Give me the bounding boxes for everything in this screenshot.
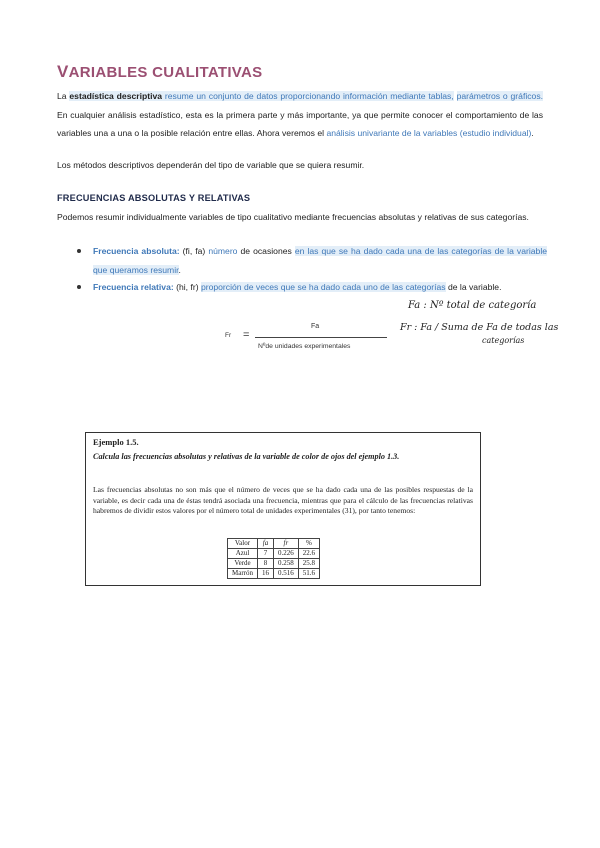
intro-paragraph: La estadística descriptiva resume un conjunto de datos proporcionando información mediante tablas, parámetros o gráficos. En cualquier análisis estadístico, esta es la primera parte y más importante, ya que permite conocer el comportamiento de las variables una a una o la posible relación entre ellas. Ahora veremos el análisis univariante de la variables (estudio individual). [57,91,543,138]
handwritten-note-1: Fa : Nº total de categoría [408,300,537,311]
table-row [228,549,320,559]
example-title: Ejemplo 1.5. [93,437,139,447]
table-cell: 7 [258,549,274,559]
bullet-dot [77,249,81,253]
page-title: VARIABLES CUALITATIVAS [57,62,263,81]
table-cell: 0.516 [274,569,299,579]
table-row [228,559,320,569]
formula-lhs: Fr [225,332,232,339]
col-header-fa: fa [258,539,274,549]
handwritten-note-2: Fr : Fa / Suma de Fa de todas las [400,322,559,333]
table-cell: Verde [228,559,258,569]
table-row [228,569,320,579]
relative-frequency-formula [225,320,390,354]
example-question: Calcula las frecuencias absolutas y relativas de la variable de color de ojos del ejemplo 1.3. [93,452,400,461]
table-cell: 0.258 [274,559,299,569]
table-cell: 0.226 [274,549,299,559]
table-header-row [228,539,320,549]
col-header-percent: % [298,539,319,549]
fraction-bar [255,337,387,338]
frequency-table [227,538,320,579]
col-header-valor: Valor [228,539,258,549]
table-cell: Azul [228,549,258,559]
bullet-dot [77,285,81,289]
section-lead: Podemos resumir individualmente variables de tipo cualitativo mediante frecuencias absolutas y relativas de sus categorías. [57,212,529,222]
formula-denominator: Nºde unidades experimentales [258,343,351,350]
intro-paragraph-2: Los métodos descriptivos dependerán del tipo de variable que se quiera resumir. [57,160,365,170]
list-item: Frecuencia relativa: (hi, fr) proporción de veces que se ha dado cada uno de las categorías de la variable. [77,278,547,297]
table-cell: 22.6 [298,549,319,559]
list-item: Frecuencia absoluta: (fi, fa) número de ocasiones en las que se ha dado cada una de las categorías de la variable que queramos resumir. [77,242,547,279]
section-heading: FRECUENCIAS ABSOLUTAS Y RELATIVAS [57,193,251,203]
table-cell: 8 [258,559,274,569]
example-body: Las frecuencias absolutas no son más que el número de veces que se ha dado cada una de las posibles respuestas de la variable, es decir cada una de éstas tendrá asociada una frecuencia, mientras que para el cálculo de las frecuencias relativas habremos de dividir estos valores por el número total de unidades experimentales (31), por tanto tenemos: [93,485,473,515]
handwritten-note-3: categorías [482,336,525,345]
table-cell: 25.8 [298,559,319,569]
table-cell: 16 [258,569,274,579]
table-cell: Marrón [228,569,258,579]
formula-equals: = [243,329,250,341]
formula-numerator: Fa [311,323,320,330]
table-cell: 51.6 [298,569,319,579]
example-box [85,432,481,586]
col-header-fr: fr [274,539,299,549]
